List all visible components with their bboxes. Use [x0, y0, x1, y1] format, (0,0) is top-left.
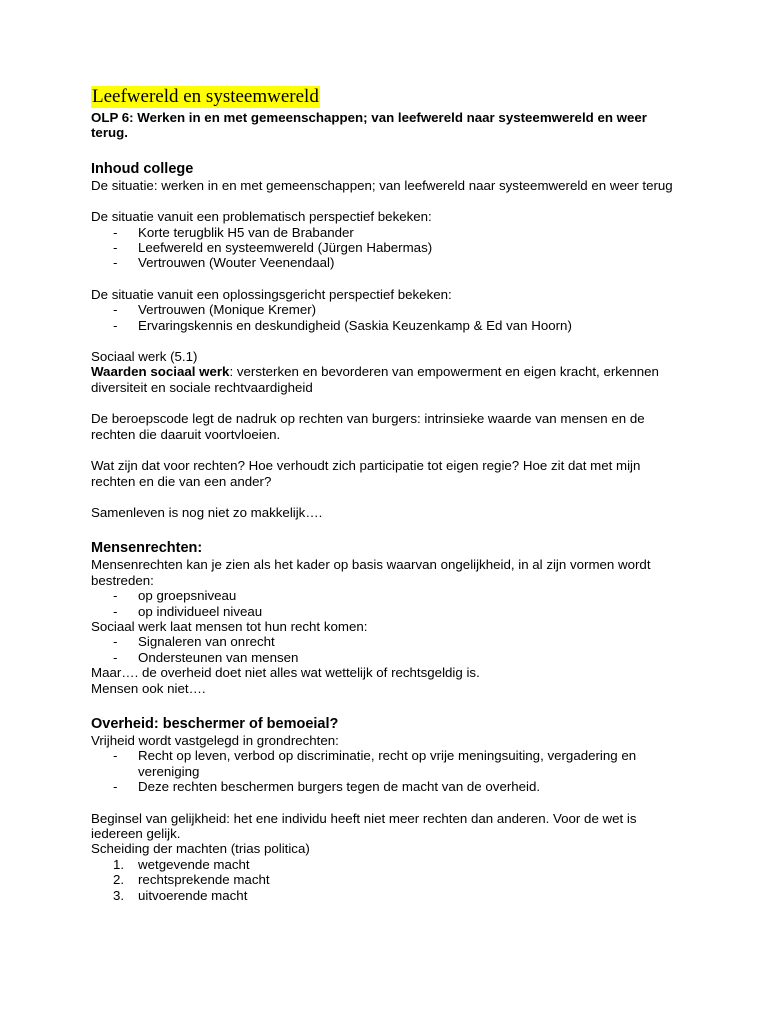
list-problem [91, 225, 681, 271]
list-item: 1. wetgevende macht [113, 856, 250, 872]
list-item: - Korte terugblik H5 van de Brabander [113, 224, 354, 240]
heading-mensenrechten: Mensenrechten: [91, 540, 203, 557]
paragraph-situatie: De situatie: werken in en met gemeenschappen; van leefwereld naar systeemwereld en weer terug [91, 177, 673, 193]
paragraph-maar: Maar…. de overheid doet niet alles wat wettelijk of rechtsgeldig is. [91, 665, 480, 681]
list-item: - Vertrouwen (Wouter Veenendaal) [113, 255, 335, 271]
list-actions [91, 634, 681, 665]
heading-overheid: Overheid: beschermer of bemoeial? [91, 715, 339, 732]
paragraph-vragen: Wat zijn dat voor rechten? Hoe verhoudt zich participatie tot eigen regie? Hoe zit dat met mijn rechten en die van een ander? [91, 458, 641, 489]
paragraph-scheiding: Scheiding der machten (trias politica) [91, 841, 310, 857]
paragraph-mensenrechten-intro: Mensenrechten kan je zien als het kader op basis waarvan ongelijkheid, in al zijn vormen wordt bestreden: [91, 557, 651, 588]
list-levels [91, 588, 681, 619]
waarden-label: Waarden sociaal werk [91, 364, 230, 380]
waarden-text: : versterken en bevorderen van empowerment en eigen kracht, erkennen diversiteit en sociale rechtvaardigheid [91, 364, 659, 395]
list-grondrechten [91, 748, 681, 794]
paragraph-waarden [91, 364, 681, 395]
paragraph-gelijkheid: Beginsel van gelijkheid: het ene individu heeft niet meer rechten dan anderen. Voor de wet is iedereen gelijk. [91, 810, 637, 841]
paragraph-mensen-ook: Mensen ook niet…. [91, 680, 206, 696]
paragraph-vrijheid: Vrijheid wordt vastgelegd in grondrechten: [91, 732, 339, 748]
paragraph-samenleven: Samenleven is nog niet zo makkelijk…. [91, 504, 323, 520]
list-item: - op individueel niveau [113, 603, 263, 619]
paragraph-problem-lead: De situatie vanuit een problematisch perspectief bekeken: [91, 209, 432, 225]
list-item: - op groepsniveau [113, 588, 237, 604]
list-item: 2. rechtsprekende macht [113, 872, 270, 888]
document-page [91, 86, 681, 903]
document-title: Leefwereld en systeemwereld [92, 86, 319, 107]
list-item: - Deze rechten beschermen burgers tegen de macht van de overheid. [113, 779, 541, 795]
paragraph-solution-lead: De situatie vanuit een oplossingsgericht perspectief bekeken: [91, 286, 452, 302]
paragraph-sociaal-werk: Sociaal werk (5.1) [91, 349, 198, 365]
list-item: - Ondersteunen van mensen [113, 649, 299, 665]
list-item: - Vertrouwen (Monique Kremer) [113, 302, 317, 318]
paragraph-sociaal-werk-recht: Sociaal werk laat mensen tot hun recht komen: [91, 618, 368, 634]
paragraph-beroepscode: De beroepscode legt de nadruk op rechten van burgers: intrinsieke waarde van mensen en de rechten die daaruit voortvloeien. [91, 411, 645, 442]
list-item: - Recht op leven, verbod op discriminatie, recht op vrije meningsuiting, vergadering en vereniging [113, 748, 637, 779]
list-item: 3. uitvoerende macht [113, 887, 248, 903]
list-item: - Leefwereld en systeemwereld (Jürgen Habermas) [113, 240, 433, 256]
list-item: - Ervaringskennis en deskundigheid (Saskia Keuzenkamp & Ed van Hoorn) [113, 317, 572, 333]
heading-inhoud-college: Inhoud college [91, 160, 194, 177]
list-solution [91, 302, 681, 333]
list-machten [91, 857, 681, 903]
list-item: - Signaleren van onrecht [113, 634, 275, 650]
document-subtitle: OLP 6: Werken in en met gemeenschappen; van leefwereld naar systeemwereld en weer terug. [91, 110, 647, 141]
